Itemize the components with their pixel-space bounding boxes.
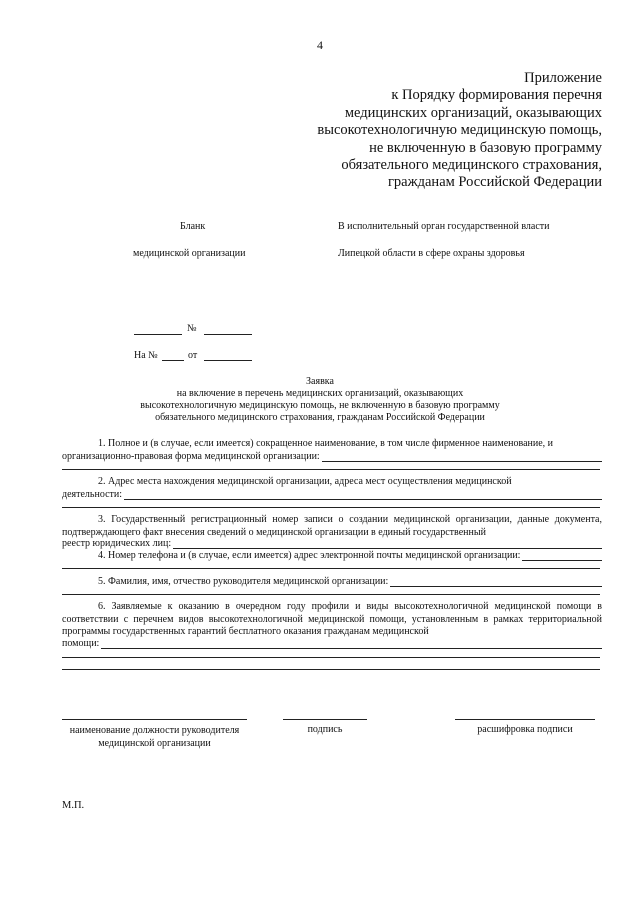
item-1-label: организационно-правовая форма медицинской организации:	[62, 451, 320, 462]
appendix-line: не включенную в базовую программу	[369, 139, 602, 156]
item-6-field-row	[62, 638, 602, 651]
signature-field[interactable]	[283, 719, 367, 720]
item-4-label: 4. Номер телефона и (в случае, если имеется) адрес электронной почты медицинской организации:	[98, 550, 521, 561]
item-4-field-row	[62, 550, 602, 563]
item-6-extra-line[interactable]	[62, 657, 600, 658]
appendix-line: обязательного медицинского страхования,	[341, 157, 602, 174]
item-2-text: 2. Адрес места нахождения медицинской организации, адреса мест осуществления медицинской	[98, 476, 512, 487]
item-6-label: помощи:	[62, 638, 100, 649]
ref-from: от	[188, 350, 198, 361]
ref-date-field[interactable]	[204, 360, 252, 361]
appendix-line: высокотехнологичную медицинскую помощь,	[317, 122, 602, 139]
item-6-text: 6. Заявляемые к оказанию в очередном году профили и виды высокотехнологичной медицинской помощи в соответствии с перечнем видов высокотехнологичной медицинской помощи, установленным в рамках территориальной программы государственных гарантий бесплатного оказания гражданам медицинской	[62, 601, 602, 637]
item-2-label: деятельности:	[62, 489, 123, 500]
outgoing-number-field[interactable]	[204, 334, 252, 335]
position-caption-line: наименование должности руководителя	[69, 725, 240, 736]
item-5-field-row	[62, 576, 602, 589]
item-3-field-row	[62, 538, 602, 551]
outgoing-date-field[interactable]	[134, 334, 182, 335]
number-sign: №	[187, 323, 197, 334]
item-4-extra-line[interactable]	[62, 568, 600, 569]
item-5-label: 5. Фамилия, имя, отчество руководителя медицинской организации:	[98, 576, 389, 587]
recipient-line-2: Липецкой области в сфере охраны здоровья	[338, 248, 525, 259]
item-3-label: реестр юридических лиц:	[62, 538, 172, 549]
item-5-extra-line[interactable]	[62, 594, 600, 595]
stamp-label: М.П.	[62, 800, 85, 811]
decryption-caption: расшифровка подписи	[477, 724, 573, 735]
appendix-line: Приложение	[524, 70, 602, 86]
item-1-field[interactable]	[322, 452, 602, 462]
org-label: медицинской организации	[133, 248, 246, 259]
item-2-extra-line[interactable]	[62, 507, 600, 508]
appendix-line: медицинских организаций, оказывающих	[344, 104, 602, 121]
item-6-extra-line[interactable]	[62, 669, 600, 670]
signature-caption: подпись	[307, 724, 343, 735]
item-4-field[interactable]	[522, 551, 602, 561]
position-caption-line: медицинской организации	[98, 738, 211, 749]
decryption-field[interactable]	[455, 719, 595, 720]
appendix-line: гражданам Российской Федерации	[387, 174, 602, 191]
title-line: высокотехнологичную медицинскую помощь, не включенную в базовую программу	[140, 400, 500, 411]
item-3-text: 3. Государственный регистрационный номер записи о создании медицинской организации, данные документа, подтверждающего факт внесения сведений о медицинской организации в единый государственный	[62, 514, 602, 538]
application-title	[0, 376, 640, 424]
item-5-field[interactable]	[390, 577, 602, 587]
title-line: на включение в перечень медицинских организаций, оказывающих	[176, 388, 464, 399]
item-2-field-row	[62, 489, 602, 502]
blank-label: Бланк	[180, 221, 206, 232]
title-heading: Заявка	[306, 376, 334, 387]
item-2-field[interactable]	[124, 490, 602, 500]
position-field[interactable]	[62, 719, 247, 720]
appendix-line: к Порядку формирования перечня	[391, 87, 602, 104]
title-line: обязательного медицинского страхования, гражданам Российской Федерации	[155, 412, 485, 423]
page-number: 4	[317, 38, 323, 52]
item-1-field-row	[62, 451, 602, 464]
recipient-line-1: В исполнительный орган государственной власти	[338, 221, 550, 232]
item-6-field[interactable]	[101, 639, 602, 649]
item-1-extra-line[interactable]	[62, 469, 600, 470]
ref-prefix: На №	[134, 350, 158, 361]
appendix-block	[317, 70, 602, 192]
item-3-field[interactable]	[173, 539, 602, 549]
ref-number-field[interactable]	[162, 360, 184, 361]
position-caption	[62, 724, 247, 750]
item-1-text: 1. Полное и (в случае, если имеется) сокращенное наименование, в том числе фирменное наименование, и	[98, 438, 554, 449]
